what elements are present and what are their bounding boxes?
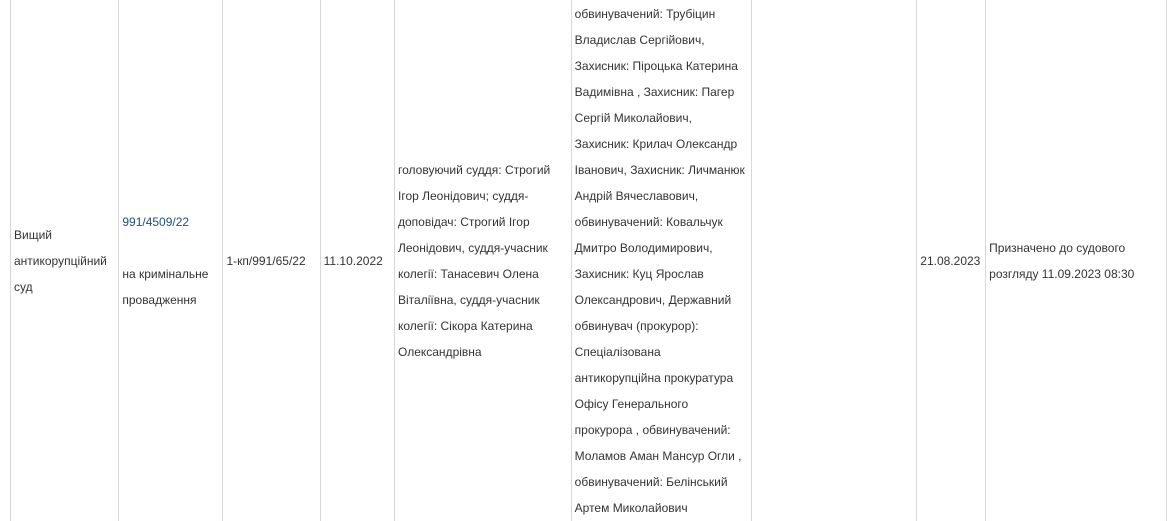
judges-line: доповідач: Строгий Ігор	[398, 215, 530, 229]
parties-cell	[571, 0, 752, 521]
parties-line: обвинувач (прокурор):	[574, 319, 699, 333]
parties-line: Владислав Сергійович,	[574, 33, 705, 47]
judges-cell	[395, 0, 572, 521]
judges-line: Олександрівна	[398, 345, 482, 359]
parties-line: Дмитро Володимирович,	[574, 241, 713, 255]
court-name-line: Вищий	[14, 228, 52, 242]
parties-line: прокурора , обвинувачений:	[574, 423, 731, 437]
parties-line: Моламов Аман Мансур Огли ,	[574, 449, 742, 463]
parties-line: Андрій Вячеславович,	[574, 189, 699, 203]
parties-line: Захисник: Піроцька Катерина	[574, 59, 738, 73]
parties-line: обвинувачений: Трубіцин	[574, 7, 716, 21]
judges-line: колегії: Танасевич Олена	[398, 267, 539, 281]
parties-line: Офісу Генерального	[574, 397, 689, 411]
parties-line: Захисник: Куц Ярослав	[574, 267, 704, 281]
court-name-cell	[11, 0, 119, 521]
spacer	[122, 235, 219, 261]
parties-line: антикорупційна прокуратура	[574, 371, 734, 385]
proceeding-number: 1-кп/991/65/22	[226, 254, 306, 268]
parties-line: Вадимівна , Захисник: Пагер	[574, 85, 735, 99]
registration-date: 11.10.2022	[323, 254, 383, 268]
next-date-cell	[917, 0, 986, 521]
judges-line: Леонідович, суддя-учасник	[398, 241, 548, 255]
parties-line: Артем Миколайович	[574, 501, 688, 515]
empty-cell	[752, 0, 917, 521]
parties-line: обвинувачений: Белінський	[574, 475, 728, 489]
judges-line: Віталіївна, суддя-учасник	[398, 293, 540, 307]
case-type-line: провадження	[122, 293, 197, 307]
court-name-line: антикорупційний	[14, 254, 107, 268]
status-line: Призначено до судового	[989, 241, 1126, 255]
judges-line: колегії: Сікора Катерина	[398, 319, 533, 333]
court-cases-table	[10, 0, 1167, 521]
next-date: 21.08.2023	[920, 254, 981, 268]
parties-line: Спеціалізована	[574, 345, 661, 359]
parties-line: Захисник: Крилач Олександр	[574, 137, 738, 151]
parties-line: Олександрович, Державний	[574, 293, 732, 307]
case-type-line: на кримінальне	[122, 267, 209, 281]
parties-line: Сергій Миколайович,	[574, 111, 692, 125]
registration-date-cell	[320, 0, 394, 521]
court-name-line: суд	[14, 280, 33, 294]
judges-line: головуючий суддя: Строгий	[398, 163, 551, 177]
status-cell	[986, 0, 1167, 521]
case-number: 991/4509/22	[122, 215, 190, 229]
proceeding-number-cell	[223, 0, 320, 521]
judges-line: Ігор Леонідович; суддя-	[398, 189, 529, 203]
status-line: розгляду 11.09.2023 08:30	[989, 267, 1135, 281]
parties-line: обвинувачений: Ковальчук	[574, 215, 723, 229]
case-number-cell	[119, 0, 223, 521]
parties-line: Іванович, Захисник: Личманюк	[574, 163, 745, 177]
table-row	[11, 0, 1167, 521]
